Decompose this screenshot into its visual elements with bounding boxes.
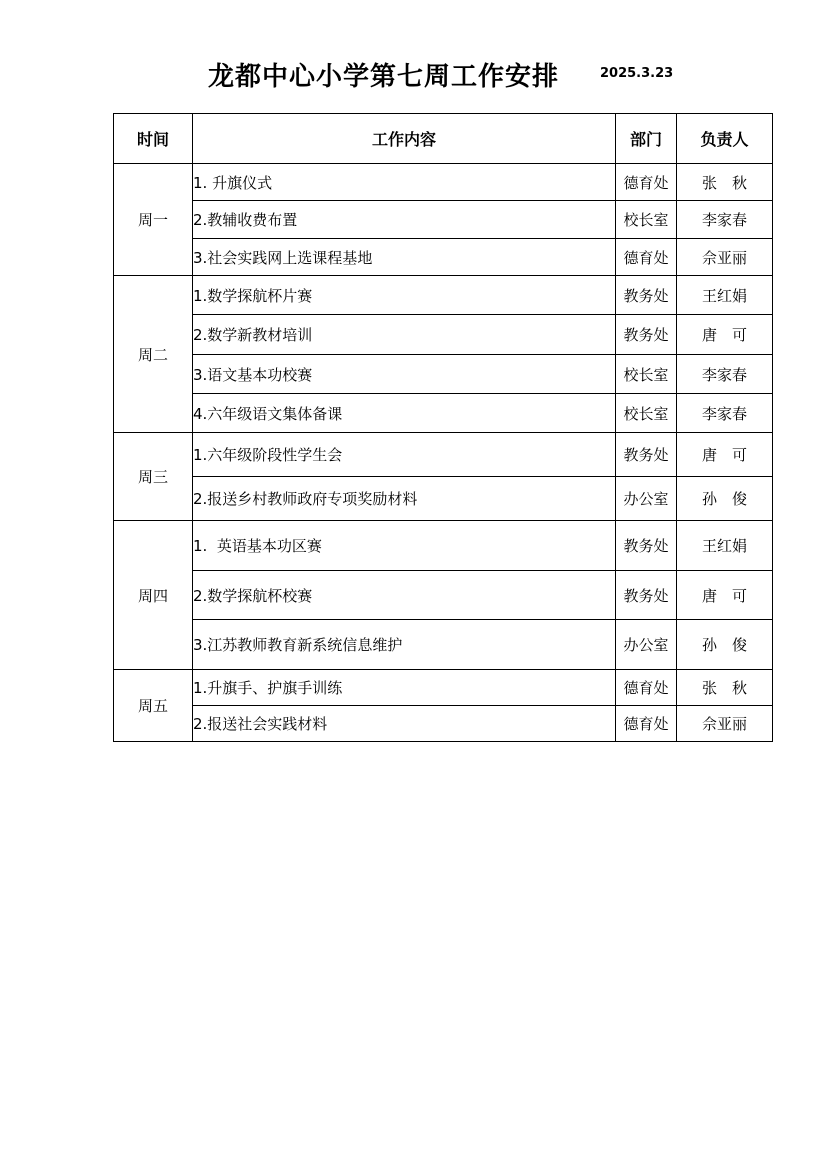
page-date: 2025.3.23 [600, 66, 674, 81]
title-bar [0, 52, 827, 92]
dept-cell: 教务处 [616, 315, 677, 355]
dept-cell: 德育处 [616, 164, 677, 201]
task-cell: 1.升旗手、护旗手训练 [193, 670, 616, 706]
table-row [114, 394, 773, 433]
table-row [114, 239, 773, 276]
person-cell: 孙 俊 [677, 620, 773, 670]
person-cell: 李家春 [677, 201, 773, 239]
dept-cell: 德育处 [616, 239, 677, 276]
header-row [114, 114, 773, 164]
task-cell: 2.教辅收费布置 [193, 201, 616, 239]
dept-cell: 办公室 [616, 620, 677, 670]
table-row [114, 355, 773, 394]
day-cell: 周二 [114, 276, 193, 433]
task-cell: 2.报送社会实践材料 [193, 706, 616, 742]
person-cell: 王红娟 [677, 521, 773, 571]
task-cell: 3.语文基本功校赛 [193, 355, 616, 394]
table-row [114, 571, 773, 620]
dept-cell: 校长室 [616, 394, 677, 433]
table-row [114, 201, 773, 239]
day-cell: 周一 [114, 164, 193, 276]
person-cell: 佘亚丽 [677, 706, 773, 742]
day-cell: 周四 [114, 521, 193, 670]
person-cell: 李家春 [677, 394, 773, 433]
dept-cell: 教务处 [616, 433, 677, 477]
table-row [114, 620, 773, 670]
dept-cell: 校长室 [616, 355, 677, 394]
person-cell: 唐 可 [677, 571, 773, 620]
person-cell: 唐 可 [677, 315, 773, 355]
task-cell: 1. 英语基本功区赛 [193, 521, 616, 571]
task-cell: 3.江苏教师教育新系统信息维护 [193, 620, 616, 670]
header-content: 工作内容 [193, 114, 616, 164]
person-cell: 佘亚丽 [677, 239, 773, 276]
person-cell: 张 秋 [677, 164, 773, 201]
header-dept: 部门 [616, 114, 677, 164]
table-row [114, 670, 773, 706]
dept-cell: 德育处 [616, 670, 677, 706]
table-row [114, 706, 773, 742]
table-row [114, 315, 773, 355]
dept-cell: 教务处 [616, 571, 677, 620]
header-time: 时间 [114, 114, 193, 164]
dept-cell: 德育处 [616, 706, 677, 742]
task-cell: 2.报送乡村教师政府专项奖励材料 [193, 477, 616, 521]
schedule-table [113, 113, 773, 742]
task-cell: 2.数学新教材培训 [193, 315, 616, 355]
day-cell: 周五 [114, 670, 193, 742]
task-cell: 4.六年级语文集体备课 [193, 394, 616, 433]
task-cell: 1. 升旗仪式 [193, 164, 616, 201]
dept-cell: 办公室 [616, 477, 677, 521]
task-cell: 1.数学探航杯片赛 [193, 276, 616, 315]
dept-cell: 教务处 [616, 521, 677, 571]
person-cell: 李家春 [677, 355, 773, 394]
page-title: 龙都中心小学第七周工作安排 [208, 62, 560, 92]
table-row [114, 521, 773, 571]
table-row [114, 477, 773, 521]
table-row [114, 164, 773, 201]
dept-cell: 教务处 [616, 276, 677, 315]
task-cell: 3.社会实践网上选课程基地 [193, 239, 616, 276]
person-cell: 王红娟 [677, 276, 773, 315]
table-row [114, 276, 773, 315]
day-cell: 周三 [114, 433, 193, 521]
task-cell: 2.数学探航杯校赛 [193, 571, 616, 620]
header-person: 负责人 [677, 114, 773, 164]
person-cell: 孙 俊 [677, 477, 773, 521]
person-cell: 张 秋 [677, 670, 773, 706]
dept-cell: 校长室 [616, 201, 677, 239]
task-cell: 1.六年级阶段性学生会 [193, 433, 616, 477]
person-cell: 唐 可 [677, 433, 773, 477]
table-row [114, 433, 773, 477]
